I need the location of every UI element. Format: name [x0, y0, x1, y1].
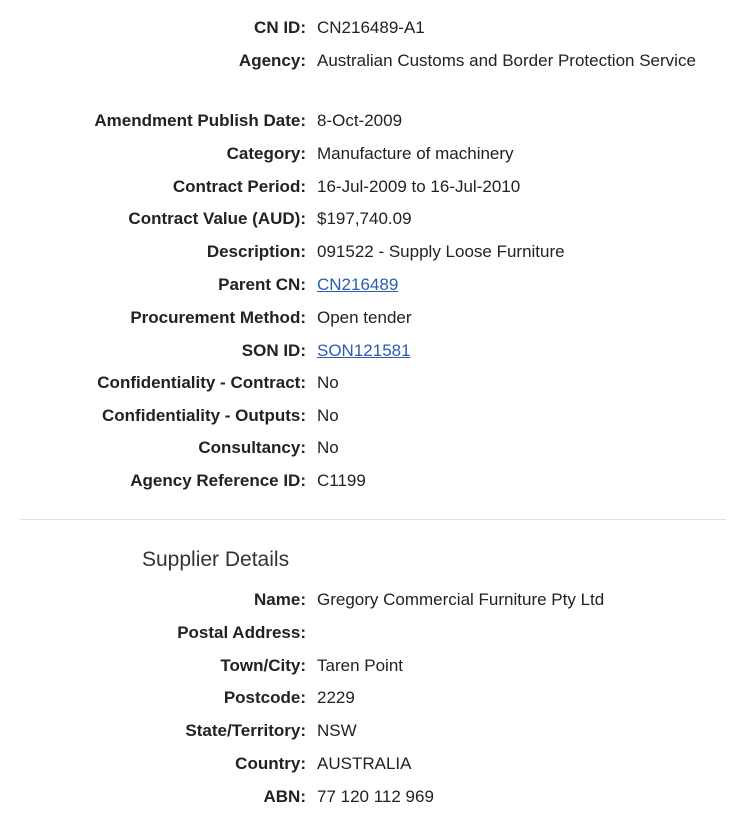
field-value: CN216489-A1 [317, 18, 425, 37]
field-label: Confidentiality - Contract: [97, 373, 306, 392]
field-label: Description: [206, 242, 306, 261]
field-value: 8-Oct-2009 [317, 111, 403, 130]
field-label: Confidentiality - Outputs: [102, 406, 306, 425]
field-label: Town/City: [220, 656, 306, 675]
field-label: Country: [235, 754, 306, 773]
field-label: Agency Reference ID: [130, 471, 306, 490]
field-label: Contract Value (AUD): [128, 209, 306, 228]
field-label: Name: [254, 590, 306, 609]
son-id-link[interactable]: SON121581 [317, 341, 411, 360]
field-value: Open tender [317, 308, 412, 327]
field-label: CN ID: [254, 18, 306, 37]
field-label: Category: [226, 144, 306, 163]
field-value: Gregory Commercial Furniture Pty Ltd [317, 590, 605, 609]
field-label: Postcode: [223, 688, 306, 707]
field-label: Consultancy: [198, 438, 306, 457]
field-value: No [317, 406, 339, 425]
field-value: C1199 [317, 471, 366, 490]
parent-cn-link[interactable]: CN216489 [317, 275, 399, 294]
field-label: Postal Address: [177, 623, 306, 642]
field-label: Parent CN: [218, 275, 306, 294]
section-divider [20, 519, 726, 520]
supplier-details-heading: Supplier Details [142, 548, 290, 571]
field-label: SON ID: [241, 341, 306, 360]
field-value: Australian Customs and Border Protection Service [317, 51, 696, 70]
field-value: 77 120 112 969 [317, 787, 434, 806]
field-value: $197,740.09 [317, 209, 412, 228]
field-value: No [317, 373, 339, 392]
field-value: No [317, 438, 339, 457]
field-label: Amendment Publish Date: [94, 111, 306, 130]
field-label: Contract Period: [172, 177, 306, 196]
field-value: Manufacture of machinery [317, 144, 514, 163]
field-label: Procurement Method: [130, 308, 306, 327]
field-label: ABN: [263, 787, 306, 806]
field-label: Agency: [238, 51, 306, 70]
field-value: NSW [317, 721, 357, 740]
field-value: 2229 [317, 688, 355, 707]
field-value: 091522 - Supply Loose Furniture [317, 242, 565, 261]
field-value: 16-Jul-2009 to 16-Jul-2010 [317, 177, 521, 196]
field-value: Taren Point [317, 656, 403, 675]
field-label: State/Territory: [185, 721, 306, 740]
field-value: AUSTRALIA [317, 754, 412, 773]
